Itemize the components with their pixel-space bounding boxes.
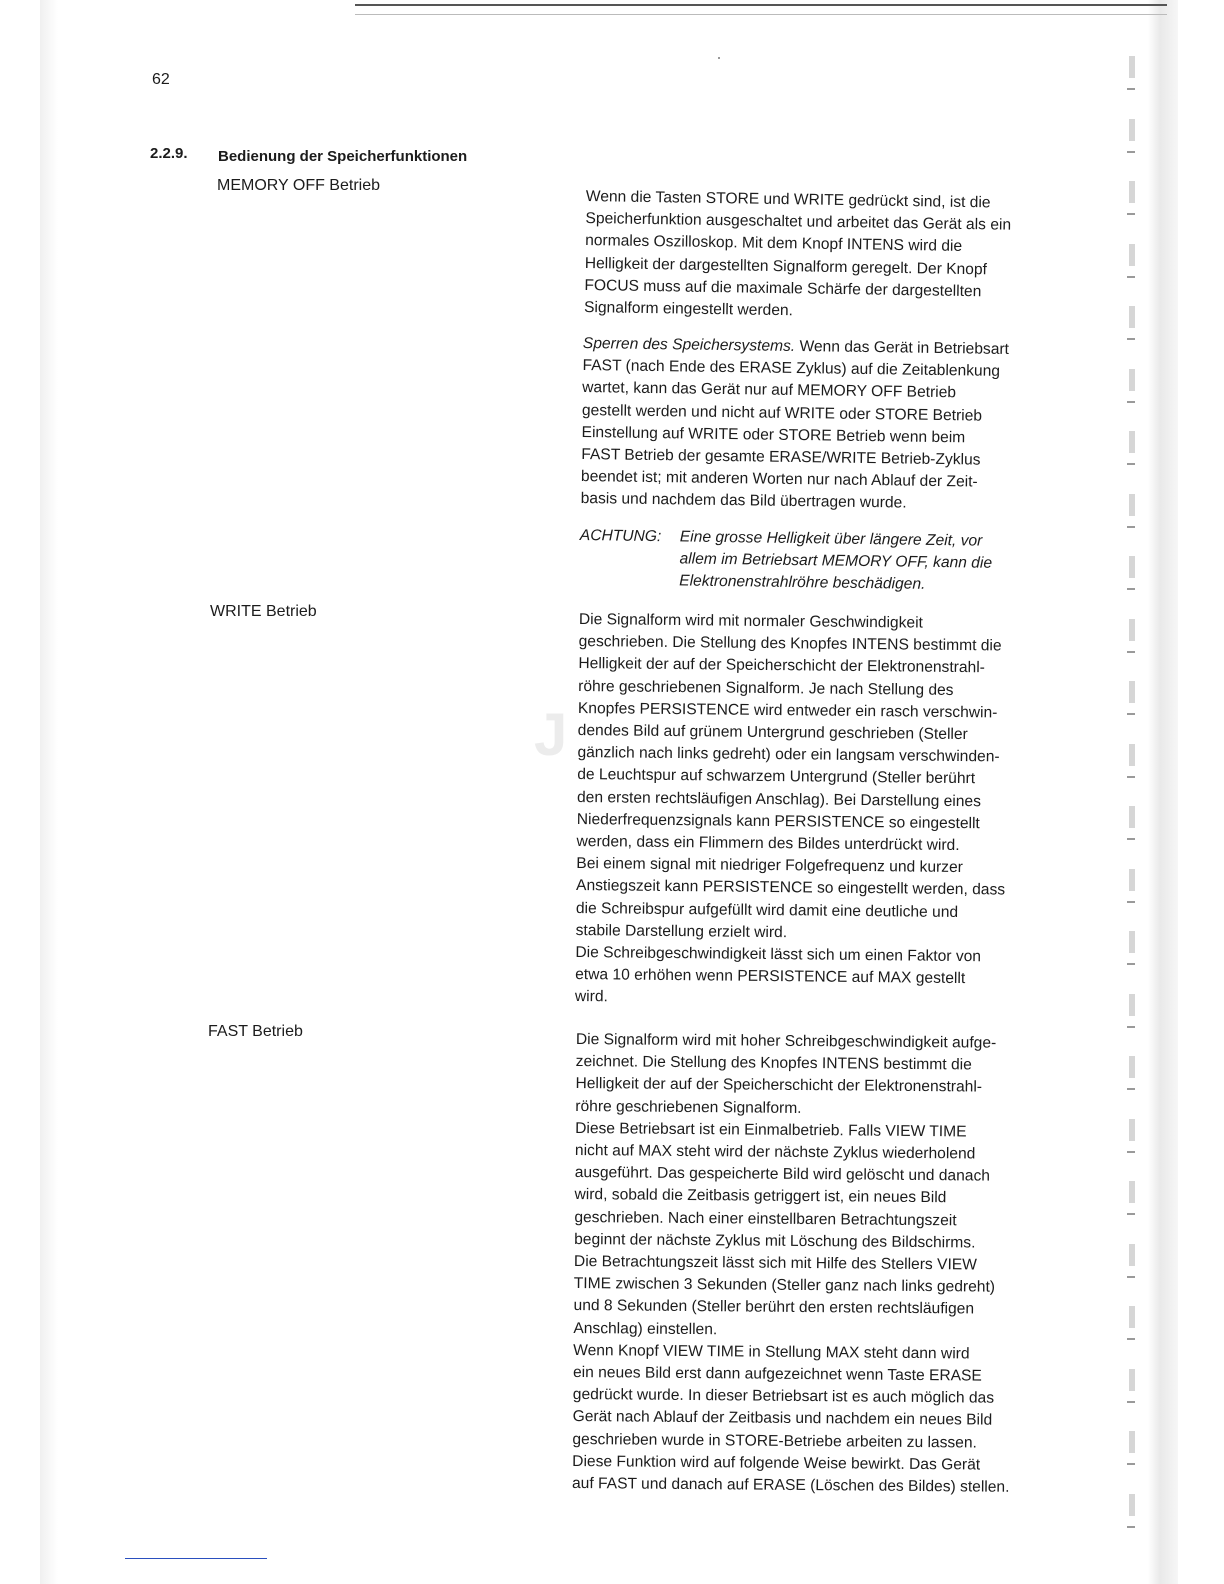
- edge-mark: [1127, 651, 1135, 653]
- edge-tick: [1129, 56, 1135, 78]
- edge-mark: [1127, 276, 1135, 278]
- lock-text-block: [581, 333, 1058, 517]
- mode-label-memory-off: MEMORY OFF Betrieb: [217, 177, 380, 194]
- scan-right-edge: [1148, 0, 1178, 1584]
- edge-tick: [1129, 1181, 1135, 1203]
- edge-tick: [1129, 1306, 1135, 1328]
- top-rule-shadow: [355, 14, 1167, 15]
- write-text: Die Signalform wird mit normaler Geschwindigkeit geschrieben. Die Stellung des Knopfes INTENS bestimmt die Helligkeit der auf der Speicherschicht der Elektronenstrahl- röhre geschriebenen Signalform. Je nach Stellung des Knopfes PERSISTENCE wird entweder ein rasch verschwin- dendes Bild auf grünem Untergrund geschrieben (Steller gänzlich nach links gedreht) oder ein langsam verschwinden- de Leuchtspur auf schwarzem Untergrund (Steller berührt den ersten rechtsläufigen Anschlag). Bei Darstellung eines Niederfrequenzsignals kann PERSISTENCE so eingestellt werden, dass ein Flimmern des Bildes unterdrückt wird. Bei einem signal mit niedriger Folgefrequenz und kurzer Anstiegszeit kann PERSISTENCE so eingestellt werden, dass die Schreibspur aufgefüllt wird damit eine deutliche und stabile Darstellung erzielt wird. Die Schreibgeschwindigkeit lässt sich um einen Faktor von etwa 10 erhöhen wenn PERSISTENCE auf MAX gestellt wird.: [574, 610, 1006, 1006]
- edge-tick: [1129, 1244, 1135, 1266]
- footnote-rule: [125, 1558, 267, 1559]
- section-title: Bedienung der Speicherfunktionen: [218, 148, 468, 165]
- edge-mark: [1127, 401, 1135, 403]
- edge-tick: [1129, 494, 1135, 516]
- edge-tick: [1129, 869, 1135, 891]
- edge-tick: [1129, 1369, 1135, 1391]
- edge-mark: [1127, 1213, 1135, 1215]
- edge-mark: [1127, 1151, 1135, 1153]
- edge-tick: [1129, 369, 1135, 391]
- edge-mark: [1127, 1276, 1135, 1278]
- mode-label-fast: FAST Betrieb: [208, 1023, 303, 1040]
- scan-left-shadow: [40, 0, 58, 1584]
- edge-mark: [1127, 963, 1135, 965]
- mode-label-write: WRITE Betrieb: [210, 603, 317, 620]
- edge-mark: [1127, 776, 1135, 778]
- edge-mark: [1127, 1026, 1135, 1028]
- write-paragraph: [575, 609, 1054, 1014]
- lock-heading: Sperren des Speichersystems.: [582, 334, 796, 355]
- page-number: 62: [152, 71, 170, 88]
- edge-mark: [1127, 463, 1135, 465]
- edge-mark: [1127, 713, 1135, 715]
- memory-off-paragraph: [584, 186, 1061, 327]
- edge-mark: [1127, 1463, 1135, 1465]
- edge-tick: [1129, 119, 1135, 141]
- fast-text: Die Signalform wird mit hoher Schreibgeschwindigkeit aufge- zeichnet. Die Stellung des Knopfes INTENS bestimmt die Helligkeit der auf der Speicherschicht der Elektronenstrahl- röhre geschriebenen Signalform. Diese Betriebsart ist ein Einmalbetrieb. Falls VIEW TIME nicht auf MAX steht wird der nächste Zyklus wiederholend ausgeführt. Das gespeicherte Bild wird gelöscht und danach wird, sobald die Zeitbasis getriggert ist, ein neues Bild geschrieben. Nach einer einstellbaren Betrachtungszeit beginnt der nächste Zyklus mit Löschung des Bildschirms. Die Betrachtungszeit lässt sich mit Hilfe des Stellers VIEW TIME zwischen 3 Sekunden (Steller ganz nach links gedreht) und 8 Sekunden (Steller berührt den ersten rechtsläufigen Anschlag) einstellen. Wenn Knopf VIEW TIME in Stellung MAX steht dann wird ein neues Bild erst dann aufgezeichnet wenn Taste ERASE gedrückt wurde. In dieser Betriebsart ist es auch möglich das Gerät nach Ablauf der Zeitbasis und nachdem ein neues Bild geschrieben wurde in STORE-Betriebe arbeiten zu lassen. Diese Funktion wird auf folgende Weise bewirkt. Das Gerät auf FAST und danach auf ERASE (Löschen des Bildes) stellen.: [571, 1030, 1010, 1496]
- warning-label: ACHTUNG:: [579, 526, 662, 546]
- warning-text: Eine grosse Helligkeit über längere Zeit, vor allem im Betriebsart MEMORY OFF, kann die Elektronenstrahlröhre beschädigen.: [679, 528, 993, 594]
- warning-note: [579, 525, 1055, 598]
- edge-tick: [1129, 181, 1135, 203]
- edge-mark: [1127, 1088, 1135, 1090]
- section-number: 2.2.9.: [150, 145, 188, 162]
- edge-tick: [1129, 931, 1135, 953]
- edge-tick: [1129, 681, 1135, 703]
- edge-mark: [1127, 838, 1135, 840]
- edge-tick: [1129, 1056, 1135, 1078]
- edge-mark: [1127, 588, 1135, 590]
- edge-mark: [1127, 901, 1135, 903]
- edge-mark: [1127, 338, 1135, 340]
- top-rule: [355, 4, 1167, 6]
- edge-tick: [1129, 306, 1135, 328]
- edge-tick: [1129, 556, 1135, 578]
- edge-mark: [1127, 213, 1135, 215]
- edge-tick: [1129, 1119, 1135, 1141]
- edge-mark: [1127, 88, 1135, 90]
- edge-mark: [1127, 1526, 1135, 1528]
- fast-paragraph: [572, 1029, 1051, 1499]
- edge-tick: [1129, 619, 1135, 641]
- edge-tick: [1129, 244, 1135, 266]
- edge-mark: [1127, 1401, 1135, 1403]
- edge-tick: [1129, 744, 1135, 766]
- lock-text: Wenn das Gerät in Betriebsart FAST (nach Ende des ERASE Zyklus) auf die Zeitablenkung wartet, kann das Gerät nur auf MEMORY OFF Betrieb gestellt werden und nicht auf WRITE oder STORE Betrieb Einstellung auf WRITE oder STORE Betrieb wenn beim FAST Betrieb der gesamte ERASE/WRITE Betrieb-Zyklus beendet ist; mit anderen Worten nur nach Ablauf der Zeit- basis und nachdem das Bild übertragen wurde.: [580, 337, 1010, 512]
- edge-mark: [1127, 526, 1135, 528]
- watermark-mark: J: [534, 701, 568, 768]
- edge-tick: [1129, 806, 1135, 828]
- edge-tick: [1129, 431, 1135, 453]
- scan-speck: [718, 57, 720, 59]
- lock-paragraph: [581, 333, 1058, 517]
- edge-mark: [1127, 151, 1135, 153]
- edge-tick: [1129, 1431, 1135, 1453]
- memory-off-text: Wenn die Tasten STORE und WRITE gedrückt sind, ist die Speicherfunktion ausgeschaltet und arbeitet das Gerät als ein normales Oszilloskop. Mit dem Knopf INTENS wird die Helligkeit der dargestellten Signalform geregelt. Der Knopf FOCUS muss auf die maximale Schärfe der dargestellten Signalform eingestellt werden.: [583, 187, 1012, 320]
- edge-tick: [1129, 994, 1135, 1016]
- edge-mark: [1127, 1338, 1135, 1340]
- edge-tick: [1129, 1494, 1135, 1516]
